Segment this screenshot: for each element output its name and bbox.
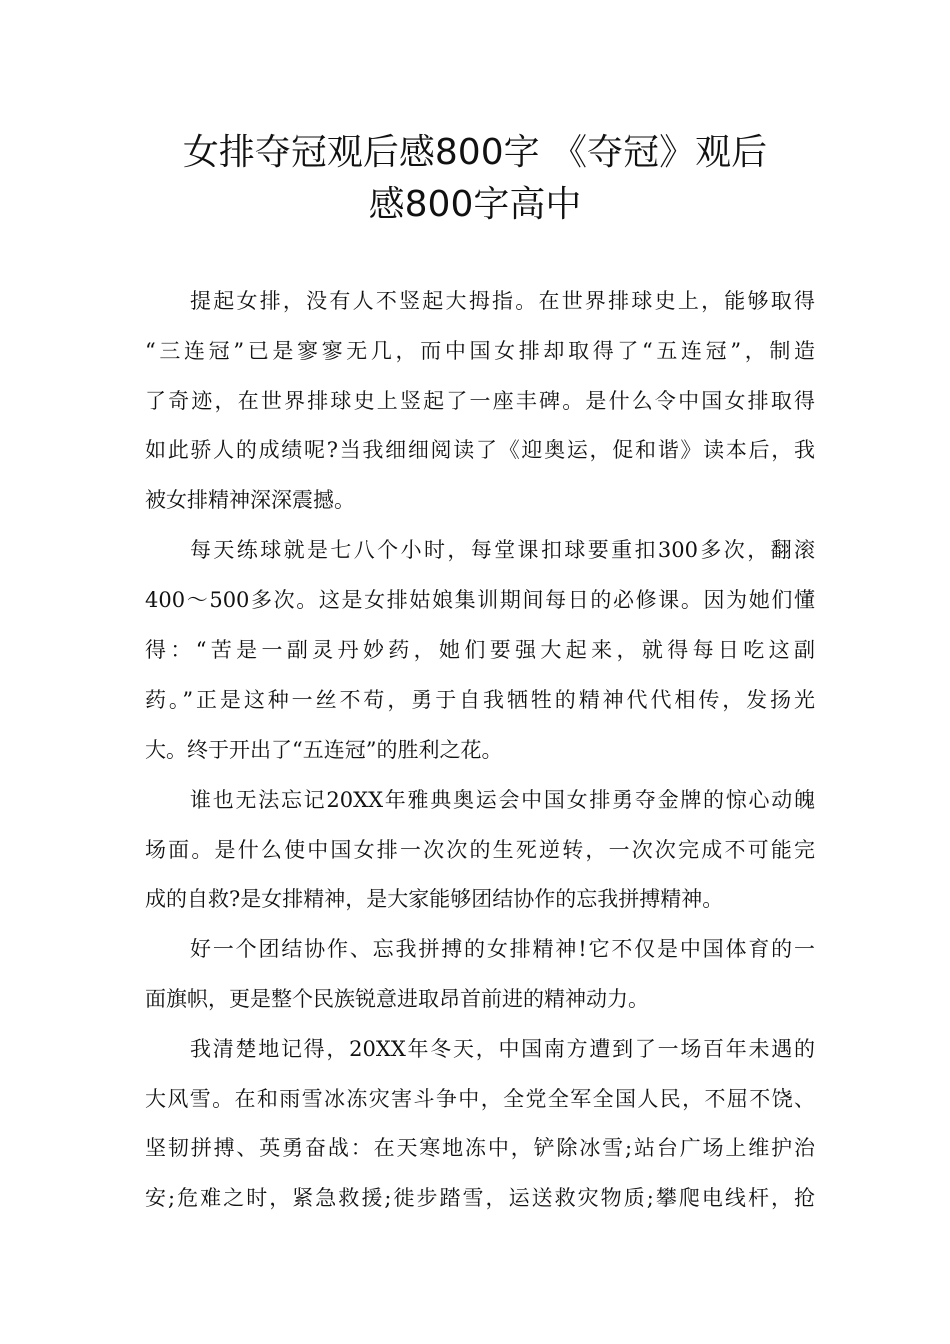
paragraph-5-line-3: 坚韧拼搏、英勇奋战：在天寒地冻中，铲除冰雪;站台广场上维护治 xyxy=(145,1136,815,1160)
paragraph-1-line-2: “三连冠”已是寥寥无几，而中国女排却取得了“五连冠”，制造 xyxy=(145,339,815,363)
paragraph-4-line-1: 好一个团结协作、忘我拼搏的女排精神!它不仅是中国体育的一 xyxy=(190,937,815,961)
paragraph-2-line-2: 400～500多次。这是女排姑娘集训期间每日的必修课。因为她们懂 xyxy=(145,588,815,612)
paragraph-2-line-4: 药。”正是这种一丝不苟，勇于自我牺牲的精神代代相传，发扬光 xyxy=(145,688,815,712)
paragraph-2-line-5: 大。终于开出了“五连冠”的胜利之花。 xyxy=(145,738,503,762)
document-title-line-1: 女排夺冠观后感800字 《夺冠》观后 xyxy=(182,132,768,173)
paragraph-1-line-4: 如此骄人的成绩呢?当我细细阅读了《迎奥运，促和谐》读本后，我 xyxy=(145,438,815,462)
paragraph-1-line-3: 了奇迹，在世界排球史上竖起了一座丰碑。是什么令中国女排取得 xyxy=(145,389,815,413)
paragraph-5-line-1: 我清楚地记得，20XX年冬天，中国南方遭到了一场百年未遇的 xyxy=(190,1037,815,1061)
paragraph-5-line-4: 安;危难之时，紧急救援;徙步踏雪，运送救灾物质;攀爬电线杆，抢 xyxy=(145,1186,815,1210)
paragraph-5-line-2: 大风雪。在和雨雪冰冻灾害斗争中，全党全军全国人民，不屈不饶、 xyxy=(145,1087,815,1111)
paragraph-3-line-3: 成的自救?是女排精神，是大家能够团结协作的忘我拼搏精神。 xyxy=(145,887,724,911)
paragraph-3-line-2: 场面。是什么使中国女排一次次的生死逆转，一次次完成不可能完 xyxy=(145,838,815,862)
paragraph-3-line-1: 谁也无法忘记20XX年雅典奥运会中国女排勇夺金牌的惊心动魄 xyxy=(190,788,815,812)
paragraph-1-line-5: 被女排精神深深震撼。 xyxy=(145,488,355,512)
paragraph-1-line-1: 提起女排，没有人不竖起大拇指。在世界排球史上，能够取得 xyxy=(190,289,815,313)
document-title-line-2: 感800字高中 xyxy=(368,184,582,225)
paragraph-2-line-3: 得：“苦是一副灵丹妙药，她们要强大起来，就得每日吃这副 xyxy=(145,638,815,662)
paragraph-2-line-1: 每天练球就是七八个小时，每堂课扣球要重扣300多次，翻滚 xyxy=(190,538,815,562)
paragraph-4-line-2: 面旗帜，更是整个民族锐意进取昂首前进的精神动力。 xyxy=(145,987,649,1011)
